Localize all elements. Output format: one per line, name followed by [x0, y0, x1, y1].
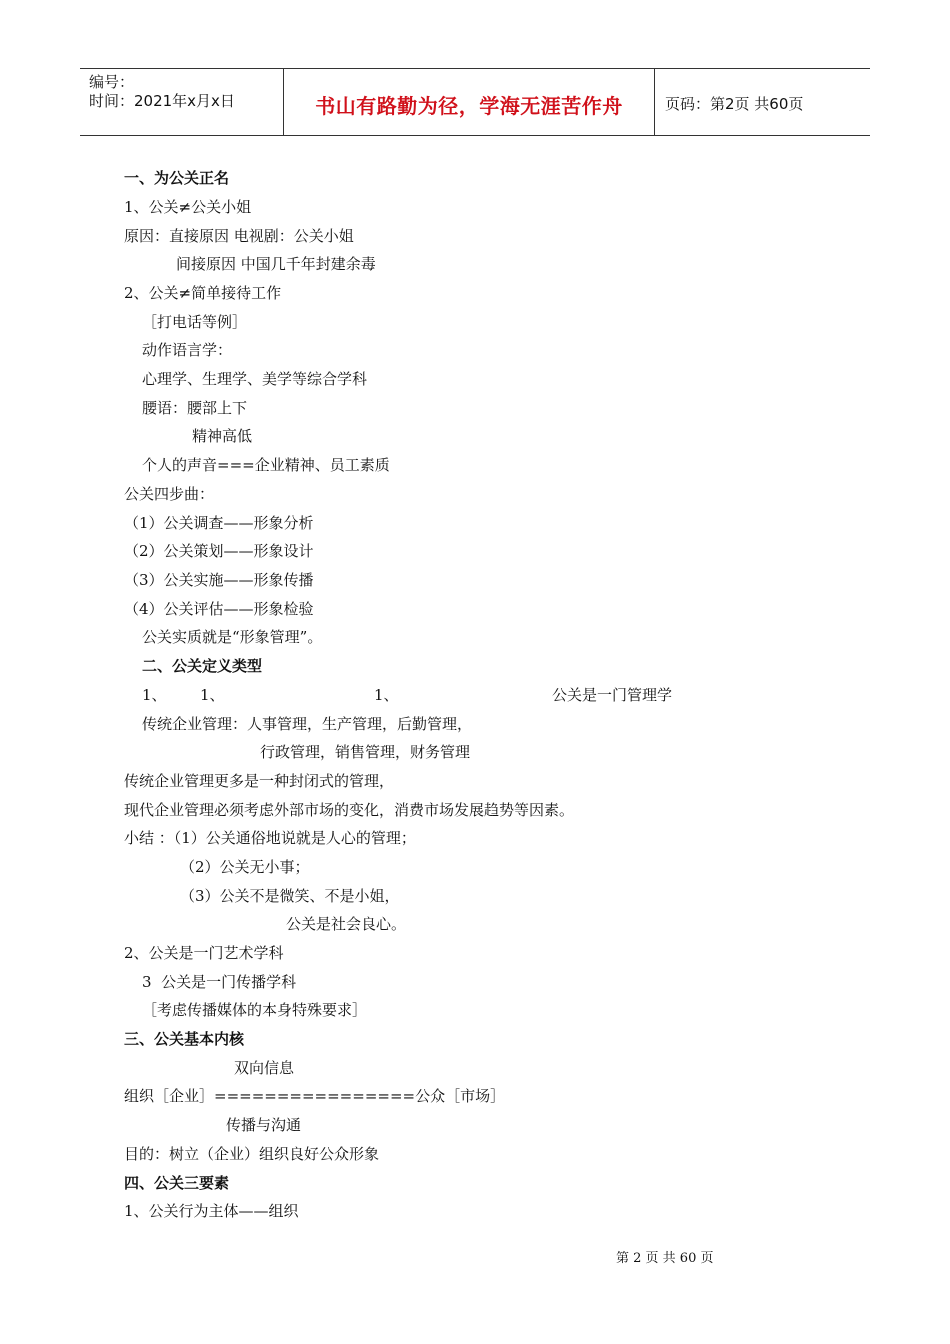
text-line: 2、公关是一门艺术学科 — [124, 944, 284, 962]
text-line: （1）公关调查——形象分析 — [124, 514, 314, 532]
text-line: 传统企业管理：人事管理，生产管理，后勤管理， — [142, 715, 473, 733]
text-line: 公关是社会良心。 — [286, 915, 407, 933]
text-line: 1、公关行为主体——组织 — [124, 1202, 299, 1220]
text-line: （2）公关无小事； — [180, 858, 310, 876]
text-line: 3 公关是一门传播学科 — [142, 973, 297, 991]
text-line: ［打电话等例］ — [142, 313, 248, 331]
date-label: 时间：2021年x月x日 — [89, 92, 235, 110]
header-meta-cell — [80, 69, 283, 135]
text-line: 精神高低 — [192, 427, 253, 445]
text-line: 组织［企业］================公众［市场］ — [124, 1087, 506, 1105]
text-line: 小结 ：（1）公关通俗地说就是人心的管理； — [124, 829, 416, 847]
header-table — [80, 68, 870, 136]
section-heading-1: 一、为公关正名 — [124, 169, 230, 187]
text-line: （4）公关评估——形象检验 — [124, 600, 314, 618]
text-line: （3）公关实施——形象传播 — [124, 571, 314, 589]
text-line: 行政管理，销售管理，财务管理 — [260, 743, 471, 761]
text-line: 双向信息 — [234, 1059, 295, 1077]
section-heading-3: 三、公关基本内核 — [124, 1030, 245, 1048]
header-page-cell — [655, 69, 870, 135]
text-line: 传统企业管理更多是一种封闭式的管理， — [124, 772, 395, 790]
text-line: 公关实质就是“形象管理”。 — [142, 628, 323, 646]
text-line: 间接原因 中国几千年封建余毒 — [176, 255, 376, 273]
motto: 书山有路勤为径，学海无涯苦作舟 — [315, 93, 623, 118]
text-line: 1、公关≠公关小姐 — [124, 198, 252, 216]
section-heading-4: 四、公关三要素 — [124, 1174, 230, 1192]
text-line: 原因：直接原因 电视剧：公关小姐 — [124, 227, 354, 245]
number-label: 编号： — [89, 73, 135, 91]
text-line: （3）公关不是微笑、不是小姐， — [180, 887, 400, 905]
text-line: 2、公关≠简单接待工作 — [124, 284, 282, 302]
text-line: 传播与沟通 — [226, 1116, 302, 1134]
text-line: 公关四步曲： — [124, 485, 215, 503]
text-line: 1、 — [200, 686, 225, 704]
text-line: 现代企业管理必须考虑外部市场的变化，消费市场发展趋势等因素。 — [124, 801, 575, 819]
text-line: 动作语言学： — [142, 341, 233, 359]
text-line: 1、 — [374, 686, 399, 704]
text-line: 个人的声音===企业精神、员工素质 — [142, 456, 390, 474]
text-line: ［考虑传播媒体的本身特殊要求］ — [142, 1001, 368, 1019]
page-footer: 第 2 页 共 60 页 — [616, 1251, 714, 1266]
text-line: 心理学、生理学、美学等综合学科 — [142, 370, 368, 388]
header-motto-cell — [283, 69, 655, 135]
text-line: 目的：树立（企业）组织良好公众形象 — [124, 1145, 380, 1163]
page-label: 页码：第2页 共60页 — [665, 94, 804, 113]
text-line: （2）公关策划——形象设计 — [124, 542, 314, 560]
text-line: 1、 — [142, 686, 167, 704]
section-heading-2: 二、公关定义类型 — [142, 657, 263, 675]
text-line: 公关是一门管理学 — [552, 686, 673, 704]
text-line: 腰语：腰部上下 — [142, 399, 248, 417]
